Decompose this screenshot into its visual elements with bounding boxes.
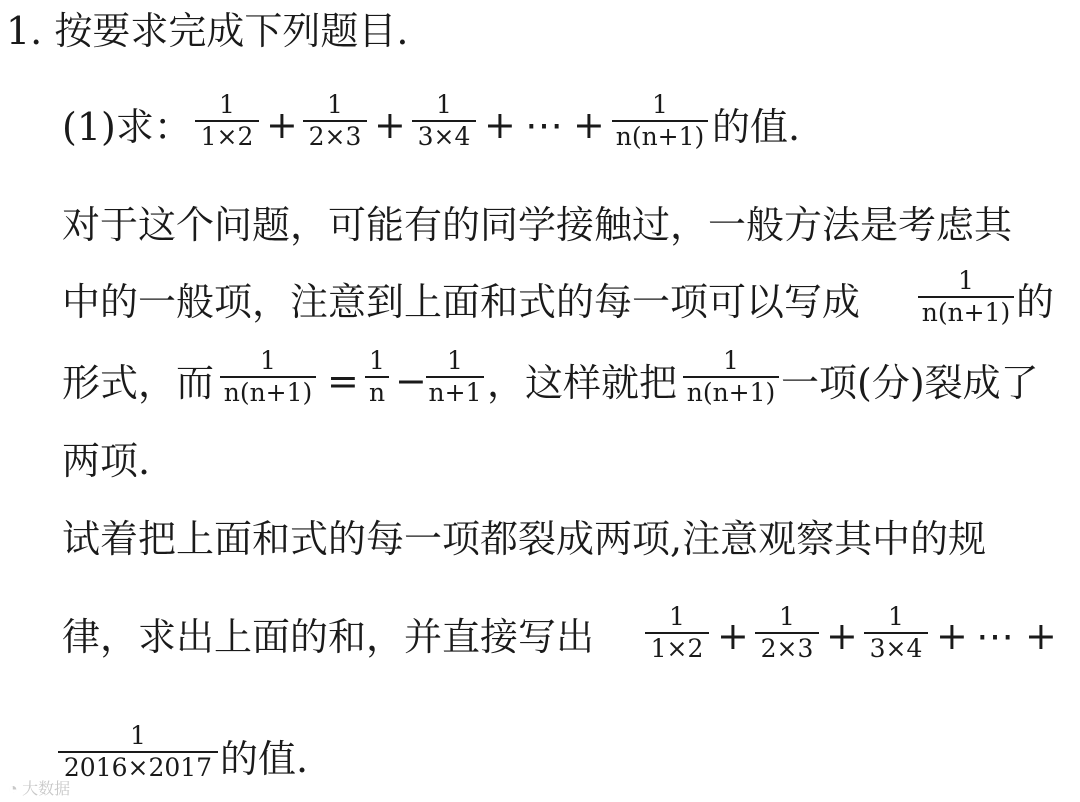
plus-sign: + [826, 614, 858, 658]
part1-label: (1)求： [62, 105, 192, 149]
fraction-1-over-1x2: 1 1×2 [195, 92, 259, 149]
plus-sign: + [717, 614, 749, 658]
paragraph1-line2-tail: 的 [1016, 280, 1055, 324]
fraction-1-over-2x3: 1 2×3 [755, 604, 819, 661]
ellipsis: ⋯ [976, 614, 1014, 658]
plus-sign: + [484, 103, 516, 147]
problem-heading: 1. 按要求完成下列题目. [6, 9, 409, 53]
plus-sign: + [266, 103, 298, 147]
paragraph2-tail: 的值. [220, 737, 309, 781]
watermark-logo: ◔ 大数据 [8, 781, 71, 798]
fraction-1-over-n-n-plus-1: 1 n(n+1) [612, 92, 708, 149]
fraction-1-over-n-n-plus-1: 1 n(n+1) [683, 348, 779, 405]
ellipsis: ⋯ [525, 103, 563, 147]
fraction-1-over-2x3: 1 2×3 [303, 92, 367, 149]
fraction-1-over-2016x2017: 1 2016×2017 [58, 723, 218, 780]
plus-sign: + [936, 614, 968, 658]
fraction-1-over-n-n-plus-1: 1 n(n+1) [220, 348, 316, 405]
paragraph2-line1: 试着把上面和式的每一项都裂成两项,注意观察其中的规 [62, 517, 987, 561]
fraction-1-over-1x2: 1 1×2 [645, 604, 709, 661]
plus-sign: + [1025, 614, 1057, 658]
part1-tail: 的值. [712, 105, 801, 149]
paragraph1-line4: 两项. [62, 439, 151, 483]
fraction-1-over-3x4: 1 3×4 [412, 92, 476, 149]
paragraph2-line2: 律，求出上面的和，并直接写出 [62, 615, 595, 659]
paragraph1-line3-mid: ，这样就把 [487, 361, 678, 405]
fraction-1-over-n-n-plus-1: 1 n(n+1) [918, 268, 1014, 325]
minus-sign: − [395, 359, 427, 403]
paragraph1-line3-tail: 一项(分)裂成了 [781, 361, 1039, 405]
fraction-1-over-3x4: 1 3×4 [864, 604, 928, 661]
equals-sign: = [327, 359, 359, 403]
fraction-1-over-n: 1 n [365, 348, 389, 405]
plus-sign: + [374, 103, 406, 147]
paragraph1-line2: 中的一般项，注意到上面和式的每一项可以写成 [62, 280, 861, 324]
paragraph1-line3-start: 形式，而 [62, 361, 215, 405]
weibo-icon: ◔ [8, 781, 18, 798]
plus-sign: + [573, 103, 605, 147]
fraction-1-over-n-plus-1: 1 n+1 [426, 348, 484, 405]
paragraph1-line1: 对于这个问题，可能有的同学接触过，一般方法是考虑其 [62, 203, 1013, 247]
